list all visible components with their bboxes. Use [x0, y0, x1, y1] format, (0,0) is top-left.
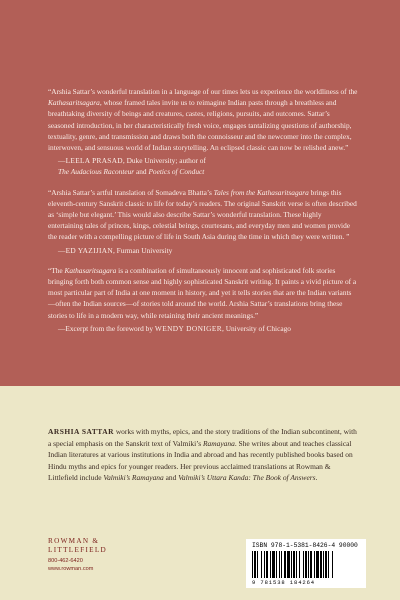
publisher-phone: 800-462-6420: [48, 558, 83, 565]
book-title: Valmiki’s Ramayana: [103, 473, 164, 483]
bio-text: . She writes about and teaches classical Indian literatures at various institutions in India and abroad and has recently published books based on Hindu myths and epics for younger readers. Her previous acclaimed translations at Rowman & Littlefield include: [48, 438, 353, 483]
attribution-affiliation: , Duke University; author of: [122, 156, 206, 166]
barcode-bars: [252, 551, 360, 578]
bio-text: and: [163, 473, 179, 483]
publisher-contact: [48, 558, 138, 573]
attribution-affiliation: , Furman University: [112, 245, 173, 255]
quote-title: Kathasaritsagara: [64, 265, 117, 275]
attribution-name: —ED YAZIJIAN: [58, 245, 113, 255]
barcode-digits: 9 781538 184264: [252, 579, 316, 586]
attribution-name: WENDY DONIGER: [154, 323, 223, 333]
attribution-prasad: [48, 155, 358, 177]
quote-text: brings this eleventh-century Sanskrit classic to life for today’s readers. The original Sanskrit verse is often described as ‘simple but elegant.’ This would also describe Sattar’s wonderful translation. These highly entertaining tales of princes, kings, celestial beings, courtesans, and everyday men and women provide the reader with a compelling picture of life in South Asia during the time in which they were written. ”: [48, 187, 357, 242]
bio-text: .: [315, 473, 318, 483]
quote-text: “Arshia Sattar’s artful translation of Somadeva Bhatta’s: [48, 187, 214, 197]
book-title: Valmiki’s Uttara Kanda: The Book of Answers: [178, 473, 316, 483]
bio-text: works with myths, epics, and the story traditions of the Indian subcontinent, with a special emphasis on the Sanskrit text of Valmiki’s: [48, 427, 357, 448]
isbn-number: ISBN 978-1-5381-8426-4: [252, 542, 336, 549]
price-code: 90000: [338, 542, 358, 549]
isbn-label: [252, 542, 358, 549]
quote-text: is a combination of simultaneously innocent and sophisticated folk stories bringing forth both common sense and highly sophisticated Sanskrit writing. It paints a vivid picture of a most particular part of India at one moment in history, and yet it tells stories that are the Indian variants—often the Indian sources—of stories told around the world. Arshia Sattar’s translations bring these stories to life in a modern way, while retaining their ancient meanings.”: [48, 265, 357, 320]
quote-text: “Arshia Sattar’s wonderful translation in a language of our times lets us experience the worldliness of the: [48, 87, 358, 96]
author-panel: [0, 386, 400, 600]
book-title: Ramayana: [203, 438, 235, 448]
publisher-name-line2: LITTLEFIELD: [48, 545, 108, 554]
quote-text: , whose framed tales invite us to reimagine Indian pasts through a breathless and breathtaking diversity of beings and creatures, castes, religions, pursuits, and outcomes. Sattar’s seasoned introduction, in her characteristically fresh voice, engages tantalizing questions of authorship, textuality, genre, and transmission and draws both the connoisseur and the newcomer into the complex, interwoven, and sensuous world of Indian storytelling. An eclipsed classic can now be relished anew.”: [48, 98, 352, 153]
author-name: ARSHIA SATTAR: [48, 427, 114, 437]
isbn-barcode: [246, 539, 366, 588]
author-bio: [48, 426, 360, 483]
quote-text: “The: [48, 265, 65, 275]
quote-doniger: [48, 265, 358, 321]
book-title: Poetics of Conduct: [148, 167, 205, 177]
attribution-affiliation: , University of Chicago: [222, 323, 291, 333]
book-title: The Audacious Raconteur: [58, 167, 135, 177]
quote-title: Kathasaritsagara: [48, 98, 100, 108]
praise-section: [48, 86, 358, 334]
publisher-logo: [48, 537, 138, 573]
attribution-doniger: [48, 323, 358, 334]
quote-title: Tales from the Kathasaritsagara: [213, 187, 309, 197]
attribution-prefix: —Excerpt from the foreword by: [58, 323, 155, 333]
attribution-name: —LEELA PRASAD: [58, 156, 123, 166]
publisher-url: www.rowman.com: [48, 565, 94, 572]
quote-prasad: [48, 86, 358, 153]
quote-yazijian: [48, 187, 358, 243]
publisher-name-line1: ROWMAN &: [48, 537, 100, 545]
attribution-joiner: and: [134, 167, 149, 177]
attribution-yazijian: [48, 245, 358, 256]
